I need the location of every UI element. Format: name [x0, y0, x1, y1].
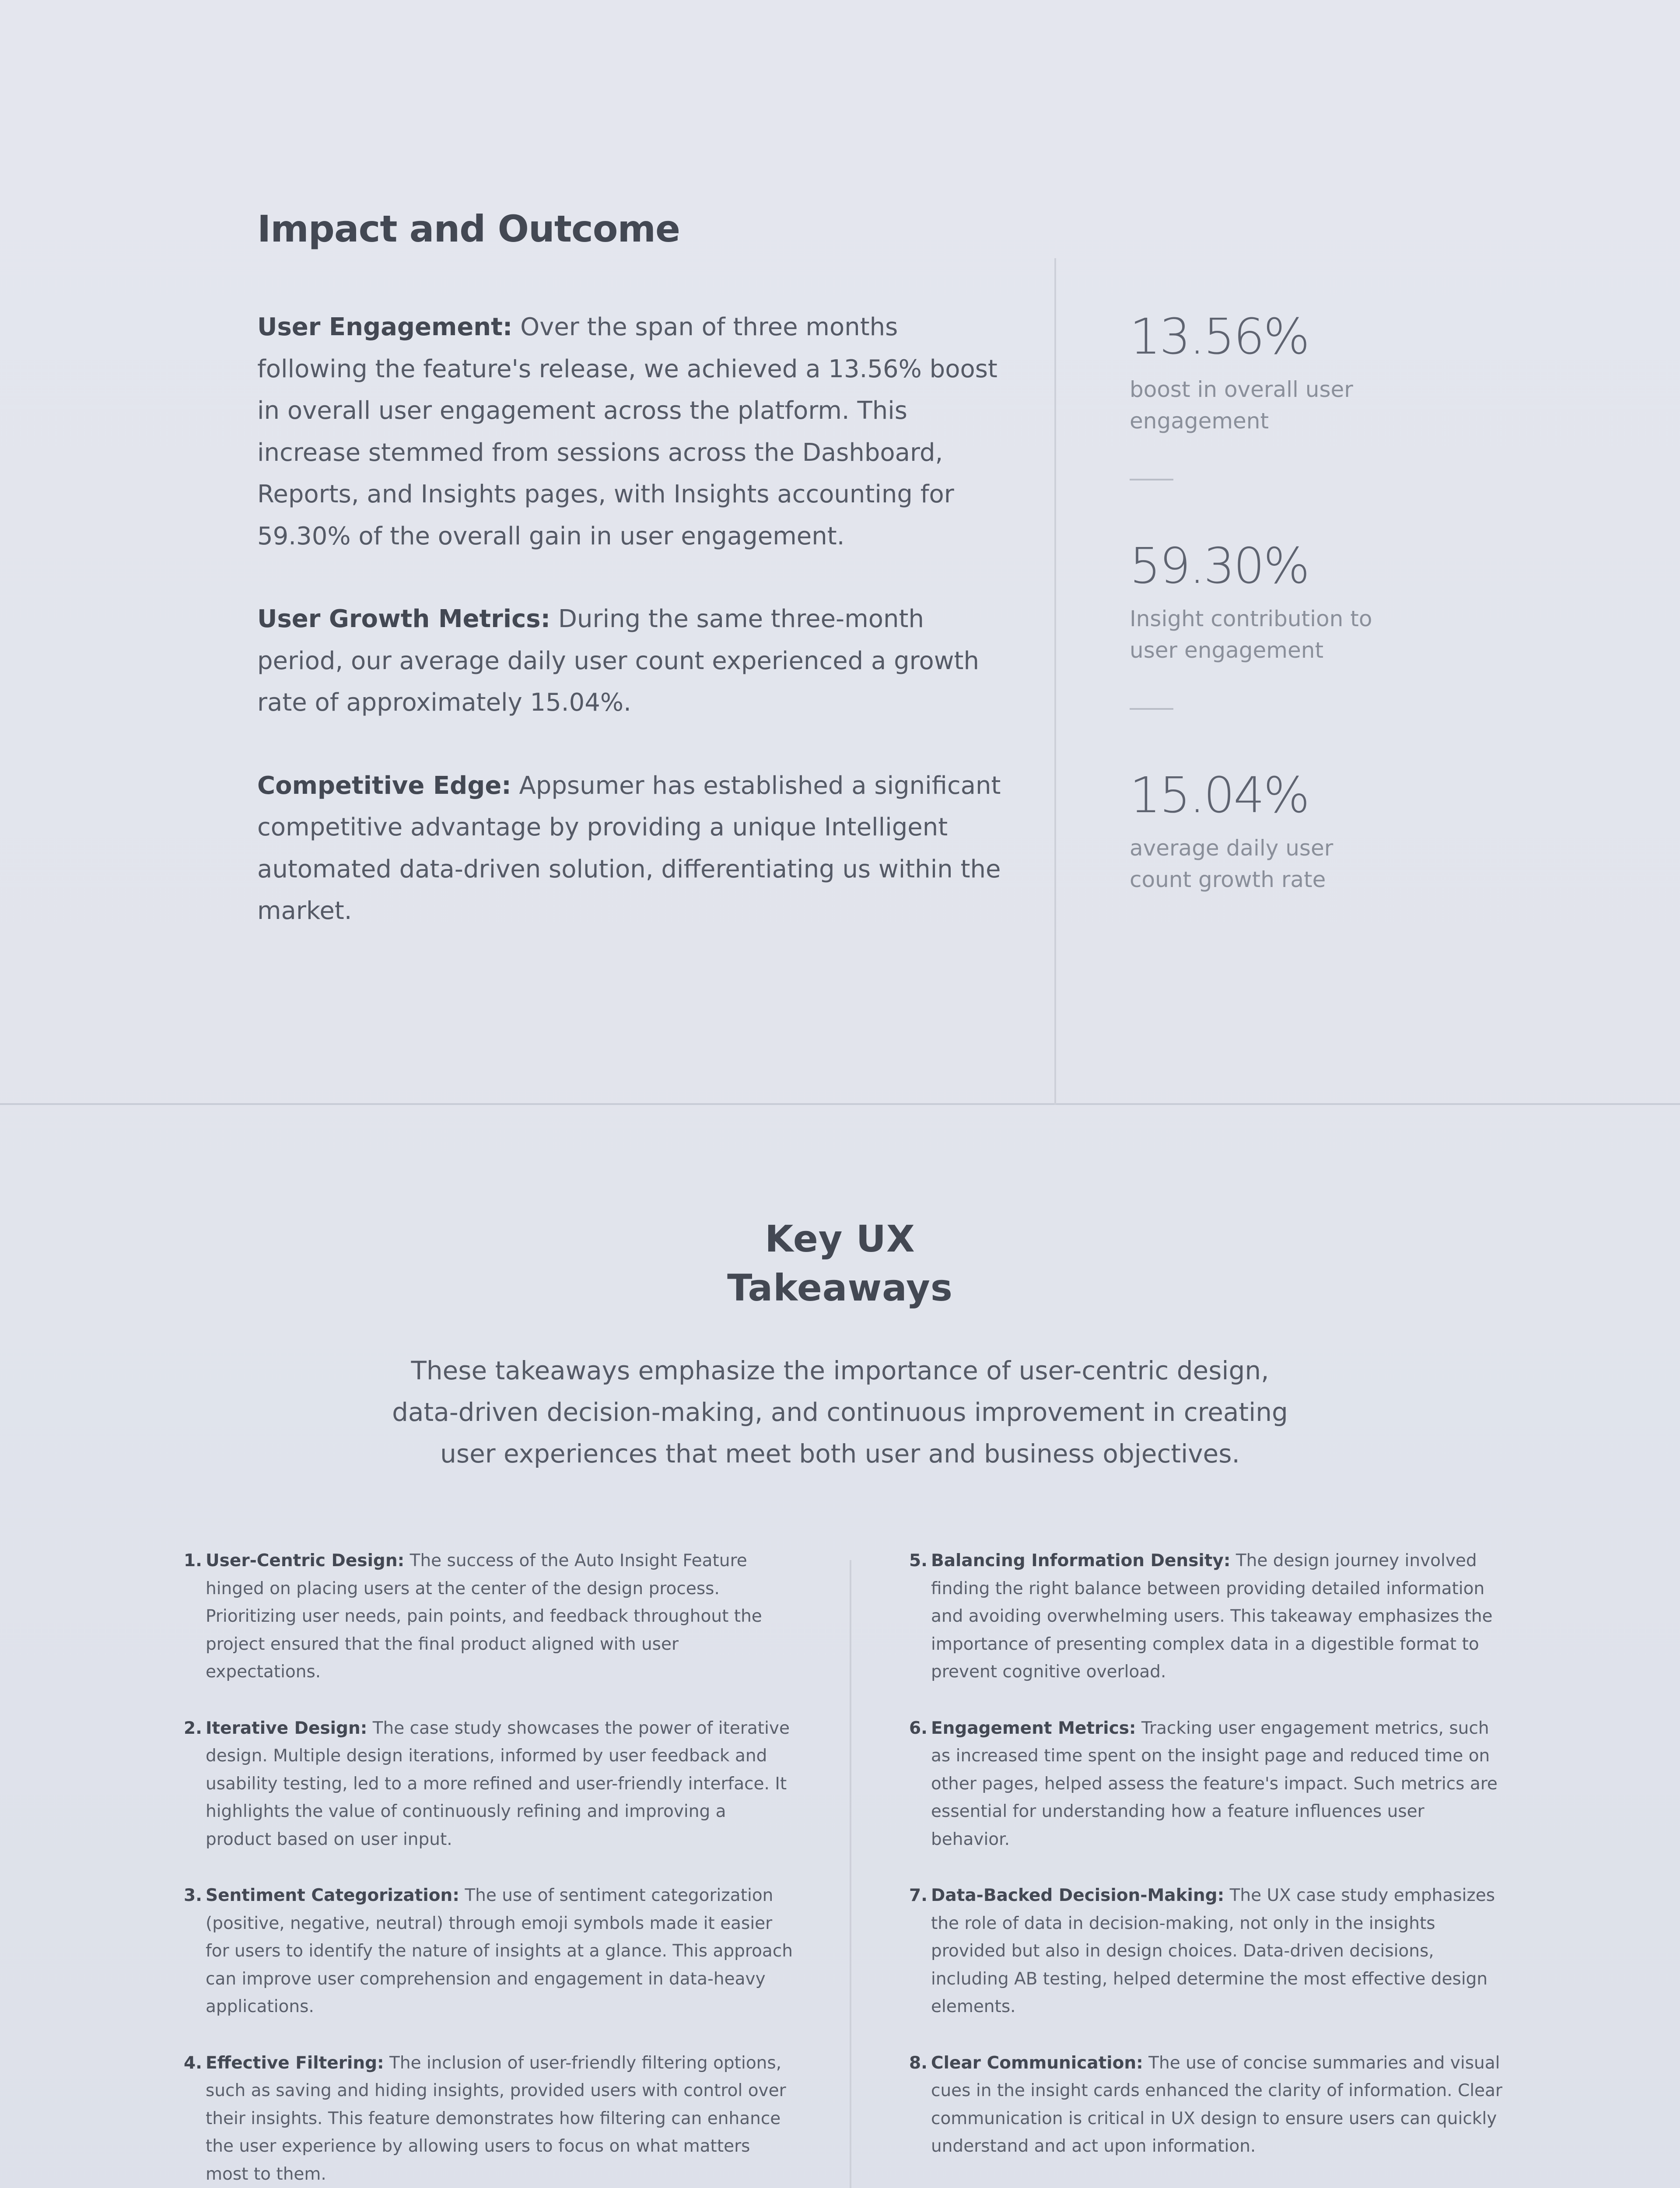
takeaway-number: 7. [909, 1886, 928, 1905]
takeaway-text: The use of sentiment categorization (positive, negative, neutral) through emoji symbols made it easier for users to identify the nature of insights at a glance. This approach can improve user comprehension and engagement in data-heavy applications. [206, 1886, 793, 2016]
takeaway-number: 5. [909, 1551, 928, 1571]
impact-paragraph-user-engagement [257, 306, 1001, 557]
stats-column [1130, 306, 1480, 895]
takeaway-label: Balancing Information Density: [931, 1551, 1231, 1571]
takeaway-text: The inclusion of user-friendly filtering options, such as saving and hiding insights, provided users with control over their insights. This feature demonstrates how filtering can enhance the user experience by allowing users to focus on what matters most to them. [206, 2053, 786, 2184]
takeaways-column-divider [850, 1560, 851, 2188]
stat-label: Insight contribution to user engagement [1130, 606, 1372, 663]
stat-separator [1130, 479, 1173, 480]
stat-item [1130, 765, 1480, 895]
impact-paragraph-text: Appsumer has established a significant competitive advantage by providing a unique Intelligent automated data-driven solution, differentiating us within the market. [257, 771, 1001, 925]
takeaways-section [0, 1105, 1680, 2188]
takeaways-title-line: Key UX [765, 1217, 915, 1260]
stat-label: boost in overall user engagement [1130, 377, 1353, 434]
takeaway-text: The use of concise summaries and visual cues in the insight cards enhanced the clarity of information. Clear communication is critical in UX design to ensure users can quickly understand and act upon information. [931, 2053, 1502, 2156]
takeaway-text: The design journey involved finding the right balance between providing detailed information and avoiding overwhelming users. This takeaway emphasizes the importance of presenting complex data in a digestible format to prevent cognitive overload. [931, 1551, 1493, 1682]
takeaway-number: 6. [909, 1718, 928, 1738]
takeaway-number: 4. [184, 2053, 202, 2073]
impact-paragraph-label: User Growth Metrics: [257, 605, 551, 633]
takeaway-number: 1. [184, 1551, 202, 1571]
impact-body [257, 306, 1001, 973]
takeaway-item [184, 1715, 796, 1854]
takeaway-number: 8. [909, 2053, 928, 2073]
stat-separator [1130, 708, 1173, 710]
takeaway-text: Tracking user engagement metrics, such as increased time spent on the insight page and reduced time on other pages, helped assess the feature's impact. Such metrics are essential for understanding how a feature influences user behavior. [931, 1718, 1498, 1849]
takeaway-label: Iterative Design: [206, 1718, 368, 1738]
impact-paragraph-label: User Engagement: [257, 313, 513, 341]
takeaway-item [909, 1715, 1504, 1854]
stat-label: average daily user count growth rate [1130, 835, 1334, 892]
takeaway-item [909, 2049, 1504, 2160]
takeaway-text: The UX case study emphasizes the role of data in decision-making, not only in the insights provided but also in design choices. Data-driven decisions, including AB testing, helped determine the most effective design elements. [931, 1886, 1495, 2016]
stat-value: 13.56% [1130, 309, 1309, 365]
takeaway-label: Data-Backed Decision-Making: [931, 1886, 1225, 1905]
takeaway-text: The success of the Auto Insight Feature hinged on placing users at the center of the design process. Prioritizing user needs, pain points, and feedback throughout the project ensured that the final product aligned with user expectations. [206, 1551, 762, 1682]
takeaway-number: 3. [184, 1886, 202, 1905]
takeaway-text: The case study showcases the power of iterative design. Multiple design iterations, informed by user feedback and usability testing, led to a more refined and user-friendly interface. It highlights the value of continuously refining and improving a product based on user input. [206, 1718, 790, 1849]
takeaway-label: User-Centric Design: [206, 1551, 405, 1571]
takeaway-number: 2. [184, 1718, 202, 1738]
impact-paragraph-label: Competitive Edge: [257, 771, 511, 800]
takeaway-label: Engagement Metrics: [931, 1718, 1136, 1738]
takeaway-item [909, 1547, 1504, 1686]
takeaway-item [184, 1882, 796, 2021]
takeaways-title [621, 1214, 1059, 1312]
takeaways-title-line: Takeaways [727, 1266, 953, 1309]
takeaway-label: Sentiment Categorization: [206, 1886, 459, 1905]
takeaways-list-right [909, 1547, 1504, 2188]
takeaway-item [909, 1882, 1504, 2021]
takeaways-intro: These takeaways emphasize the importance of user-centric design, data-driven decision-making, and continuous improvement in creating user experiences that meet both user and business objectives. [392, 1356, 1288, 1469]
impact-paragraph-user-growth [257, 598, 1001, 724]
impact-paragraph-competitive-edge [257, 765, 1001, 932]
stat-item [1130, 306, 1480, 437]
takeaway-item [184, 2049, 796, 2188]
takeaway-label: Effective Filtering: [206, 2053, 384, 2073]
takeaways-list-left [184, 1547, 796, 2188]
takeaway-label: Clear Communication: [931, 2053, 1143, 2073]
impact-title: Impact and Outcome [257, 207, 680, 250]
impact-column-divider [1054, 258, 1056, 1105]
stat-item [1130, 536, 1480, 666]
impact-paragraph-text: During the same three-month period, our average daily user count experienced a growth rate of approximately 15.04%. [257, 605, 979, 717]
impact-paragraph-text: Over the span of three months following the feature's release, we achieved a 13.56% boost in overall user engagement across the platform. This increase stemmed from sessions across the Dashboard, Reports, and Insights pages, with Insights accounting for 59.30% of the overall gain in user engagement. [257, 313, 998, 551]
takeaway-item [184, 1547, 796, 1686]
stat-value: 59.30% [1130, 538, 1309, 595]
stat-value: 15.04% [1130, 767, 1309, 824]
